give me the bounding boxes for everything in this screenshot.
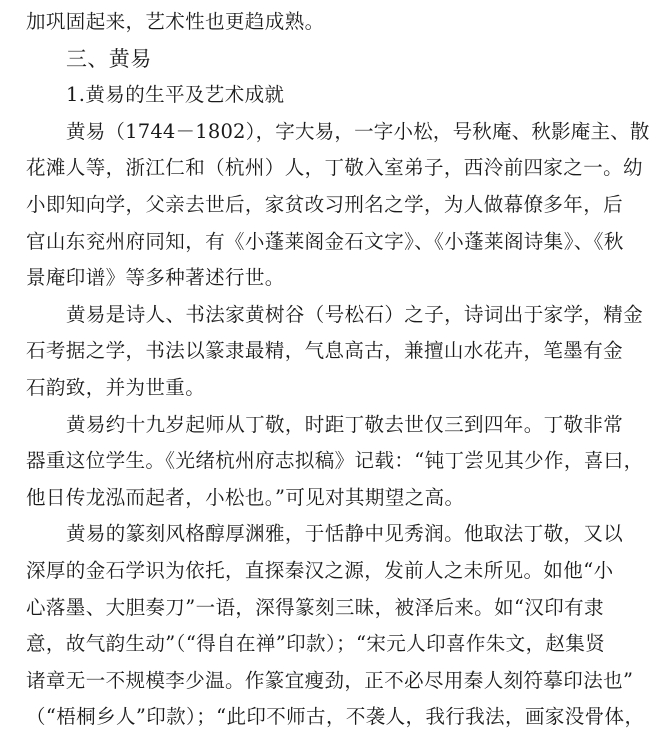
paragraph-4-line: 黄易的篆刻风格醇厚渊雅，于恬静中见秀润。他取法丁敬，又以 bbox=[66, 522, 624, 546]
paragraph-1-line: 小即知向学，父亲去世后，家贫改习刑名之学，为人做幕僚多年，后 bbox=[26, 192, 624, 216]
paragraph-2-line: 黄易是诗人、书法家黄树谷（号松石）之子，诗词出于家学，精金 bbox=[66, 302, 644, 326]
paragraph-1-line: 景庵印谱》等多种著述行世。 bbox=[26, 266, 285, 290]
paragraph-4-line: 诸章无一不规模李少温。作篆宜瘦劲，正不必尽用秦人刻符摹印法也” bbox=[26, 668, 634, 692]
paragraph-1-line: 官山东兖州府同知，有《小蓬莱阁金石文字》、《小蓬莱阁诗集》、《秋 bbox=[26, 229, 624, 253]
paragraph-3-line: 黄易约十九岁起师从丁敬，时距丁敬去世仅三到四年。丁敬非常 bbox=[66, 412, 624, 436]
paragraph-4-line: 意，故气韵生动”（“得自在禅”印款）；“宋元人印喜作朱文，赵集贤 bbox=[26, 632, 606, 656]
paragraph-2-line: 石韵致，并为世重。 bbox=[26, 375, 206, 399]
paragraph-4-line: 心落墨、大胆奏刀”一语，深得篆刻三昧，被泽后来。如“汉印有隶 bbox=[26, 595, 604, 619]
paragraph-4-line: 深厚的金石学识为依托，直探秦汉之源，发前人之未所见。如他“小 bbox=[26, 558, 614, 582]
subsection-heading: 1.黄易的生平及艺术成就 bbox=[66, 83, 285, 107]
paragraph-1-line: 花滩人等，浙江仁和（杭州）人，丁敬入室弟子，西泠前四家之一。幼 bbox=[26, 156, 643, 180]
paragraph-1-line: 黄易（1744－1802），字大易，一字小松，号秋庵、秋影庵主、散 bbox=[66, 119, 650, 143]
paragraph-3-line: 器重这位学生。《光绪杭州府志拟稿》记载：“钝丁尝见其少作，喜曰， bbox=[26, 449, 644, 473]
section-heading: 三、黄易 bbox=[66, 46, 152, 71]
paragraph-3-line: 他日传龙泓而起者，小松也。”可见对其期望之高。 bbox=[26, 485, 465, 509]
paragraph-4-line: （“梧桐乡人”印款）；“此印不师古，不袭人，我行我法，画家没骨体， bbox=[26, 705, 645, 729]
text-line: 加巩固起来，艺术性也更趋成熟。 bbox=[26, 10, 325, 33]
paragraph-2-line: 石考据之学，书法以篆隶最精，气息高古，兼擅山水花卉，笔墨有金 bbox=[26, 339, 624, 363]
